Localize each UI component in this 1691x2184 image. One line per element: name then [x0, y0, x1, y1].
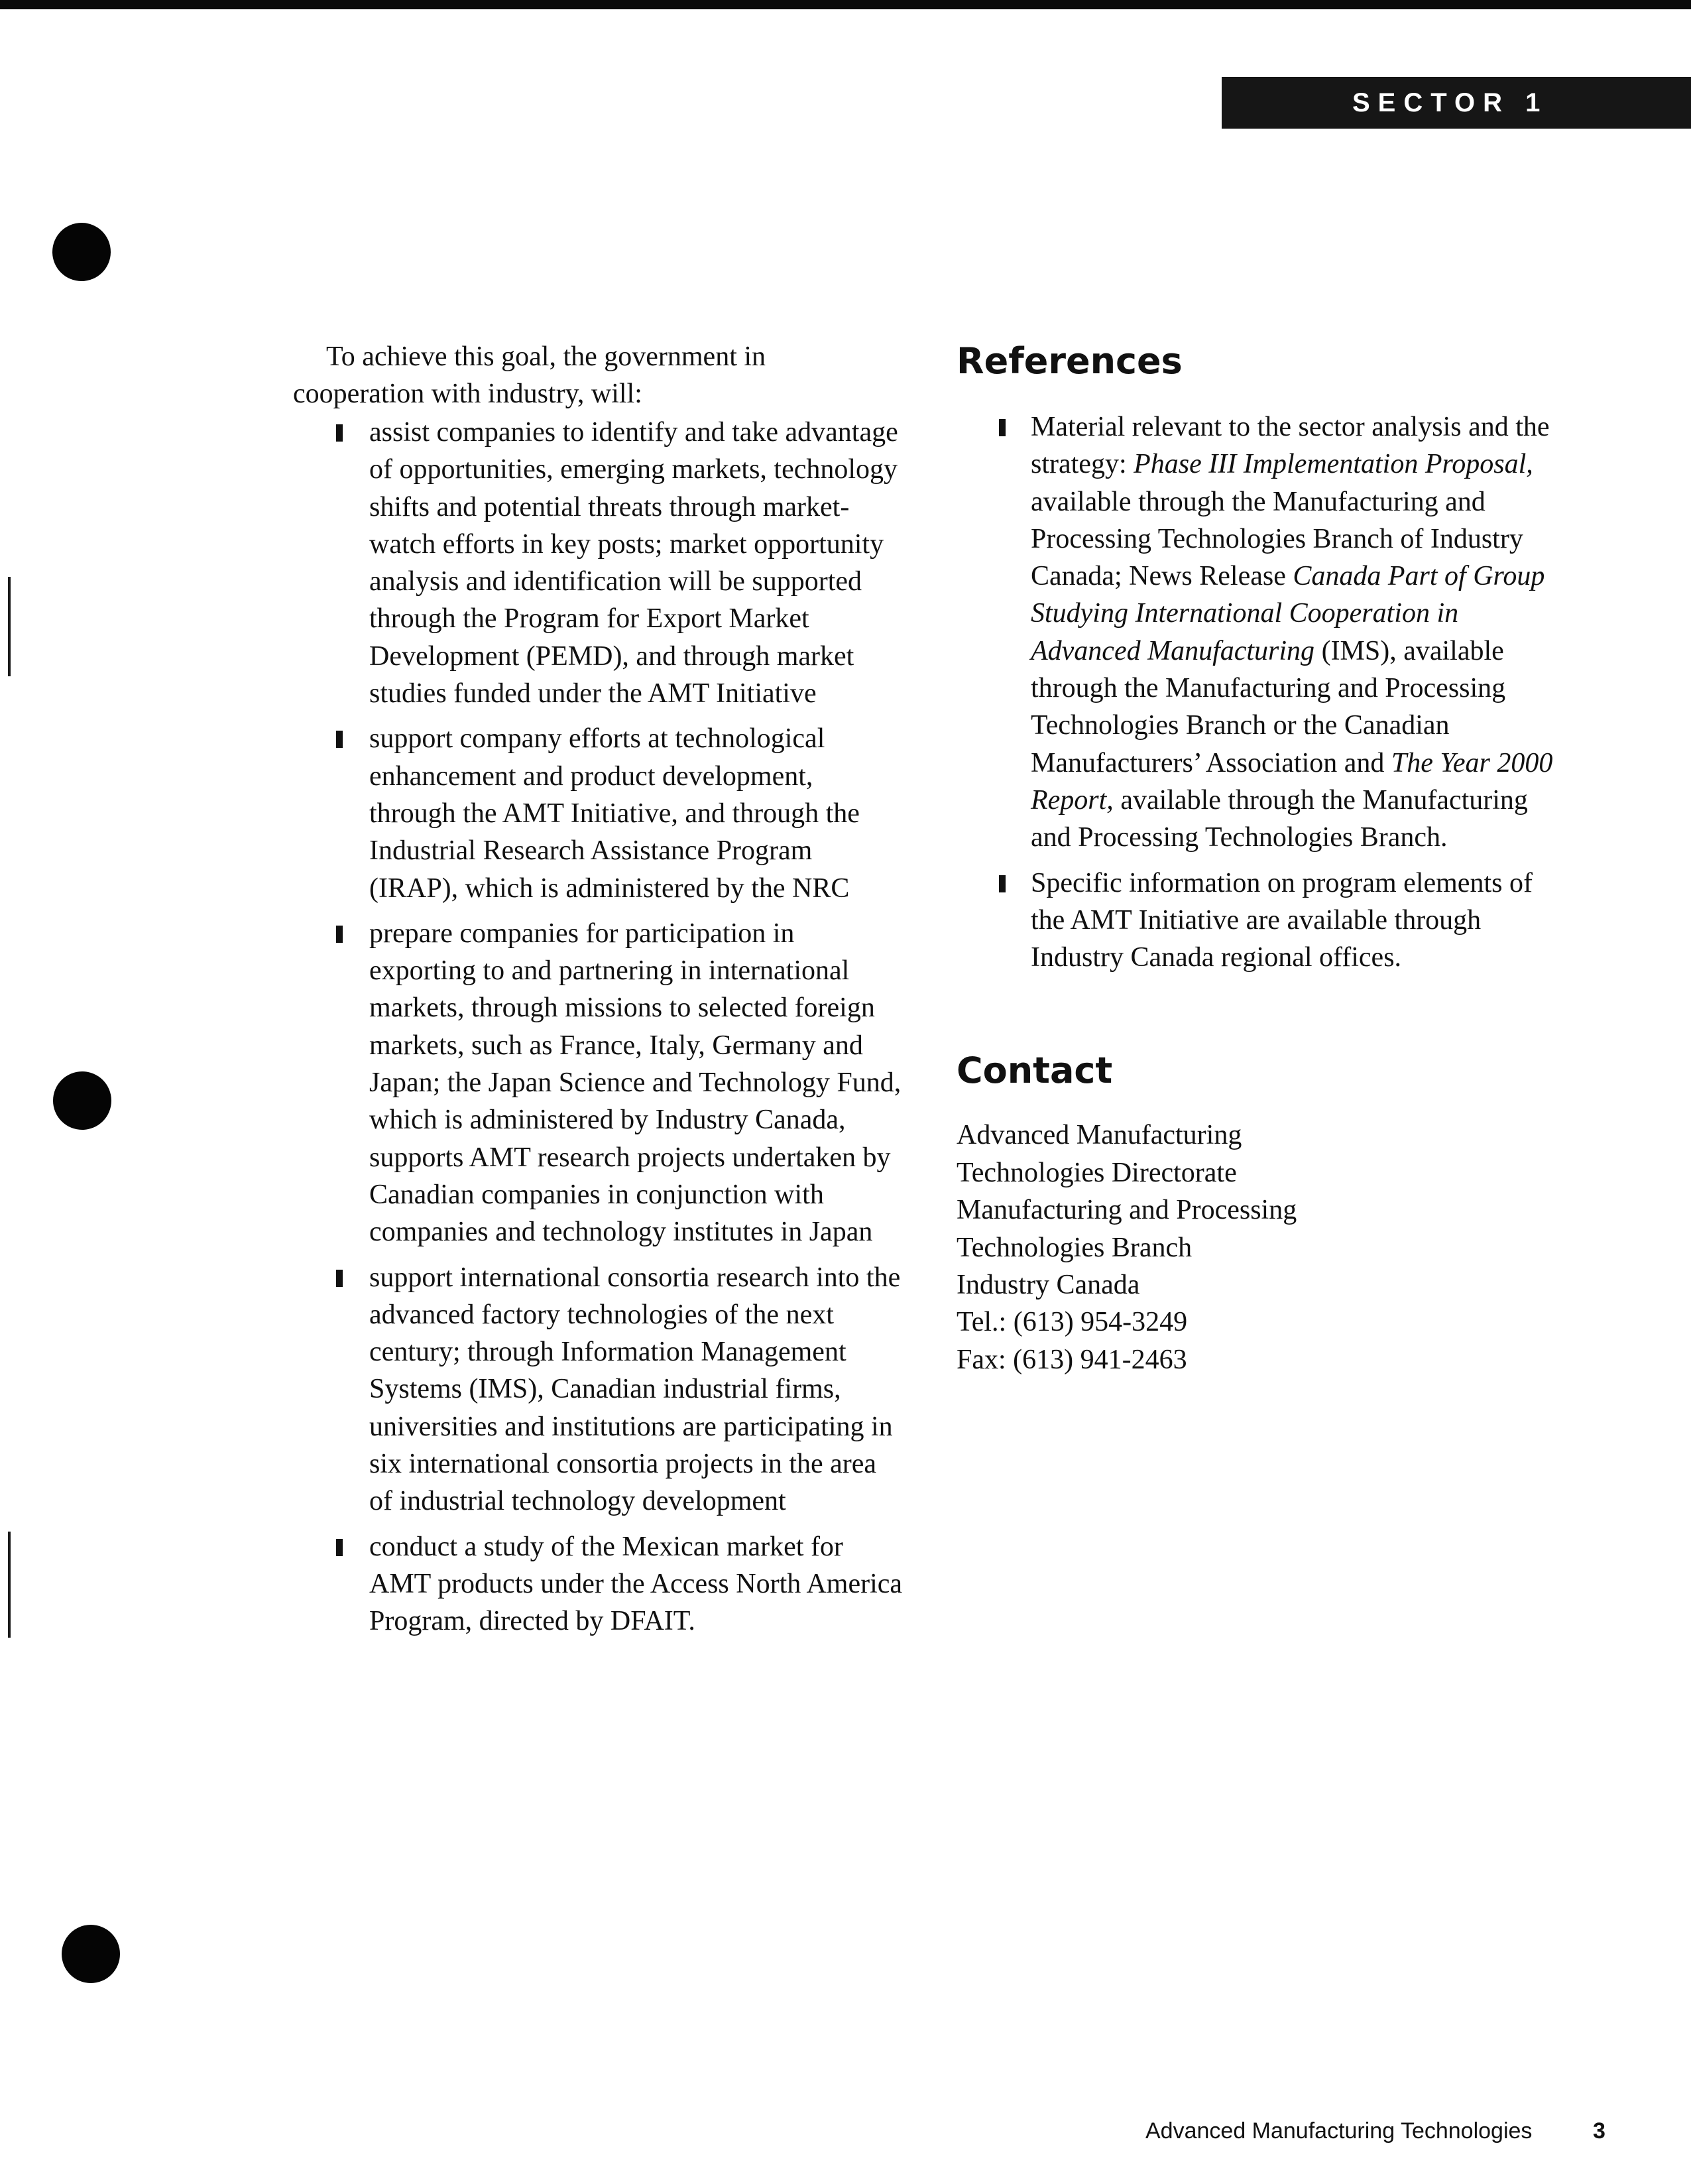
contact-phone: Tel.: (613) 954-3249 [957, 1307, 1188, 1338]
punch-hole [52, 223, 111, 281]
intro-paragraph: To achieve this goal, the government in cooperation with industry, will: [293, 341, 766, 409]
references-list [957, 408, 1566, 976]
contact-line: Technologies Branch [957, 1232, 1193, 1263]
list-item [293, 915, 903, 1251]
contact-heading: Contact [957, 1050, 1113, 1092]
list-item [293, 414, 903, 712]
bullet-marker [336, 731, 343, 748]
list-item [293, 720, 903, 906]
bullet-marker [336, 1539, 343, 1556]
contact-line: Manufacturing and Processing [957, 1195, 1297, 1226]
bullet-marker [336, 1270, 343, 1287]
bullet-marker [999, 419, 1006, 436]
list-item [293, 1528, 903, 1640]
references-heading: References [957, 340, 1183, 382]
contact-line: Advanced Manufacturing [957, 1120, 1242, 1151]
bullet-marker [336, 926, 343, 943]
list-item-text: assist companies to identify and take advantage of opportunities, emerging markets, technology shifts and potential threats through market-watch efforts in key posts; market opportunity analysis and identification will be supported through the Program for Export Market Development (PEMD), and through market studies funded under the AMT Initiative [369, 417, 898, 709]
contact-line: Technologies Directorate [957, 1157, 1237, 1188]
reference-text: (IMS), available through the Manufacturing and Processing Technologies Branch or the Canadian Manufacturers’ Association and [1031, 635, 1506, 778]
binding-mark [8, 1532, 11, 1638]
punch-hole [62, 1925, 120, 1983]
action-list [293, 414, 903, 1640]
top-rule [0, 0, 1691, 9]
contact-fax: Fax: (613) 941-2463 [957, 1344, 1187, 1375]
list-item-text: support international consortia research into the advanced factory technologies of the next century; through Information Management Systems (IMS), Canadian industrial firms, universities and institutions are participating in six international consortia projects in the area of industrial technology development [369, 1262, 901, 1517]
contact-line: Industry Canada [957, 1270, 1140, 1301]
binding-mark [8, 577, 11, 676]
list-item-text: conduct a study of the Mexican market for AMT products under the Access North America Program, directed by DFAIT. [369, 1531, 903, 1637]
bullet-marker [336, 424, 343, 442]
page-number: 3 [1593, 2118, 1605, 2144]
footer-title: Advanced Manufacturing Technologies [1145, 2118, 1533, 2144]
list-item [293, 1259, 903, 1520]
list-item-text: support company efforts at technological enhancement and product development, through the AMT Initiative, and through the Industrial Research Assistance Program (IRAP), which is administered by the NRC [369, 723, 860, 904]
reference-text: available through the Manufacturing and Processing Technologies Branch. [1031, 784, 1528, 853]
reference-title: Phase III Implementation Proposal, [1134, 449, 1533, 480]
left-column [293, 338, 903, 1648]
right-column [957, 338, 1566, 1378]
punch-hole [53, 1071, 111, 1130]
reference-title: Canada Part of Group Studying International Cooperation in Advanced Manufacturing [1031, 561, 1545, 666]
bullet-marker [999, 875, 1006, 892]
sector-label: SECTOR 1 [1352, 88, 1548, 117]
reference-text: Material relevant to the sector analysis and the strategy: [1031, 412, 1550, 480]
list-item [957, 865, 1566, 977]
reference-title: The Year 2000 Report, [1031, 747, 1553, 816]
reference-text: available through the Manufacturing and Processing Technologies Branch of Industry Canada; News Release [1031, 486, 1523, 592]
list-item-text: prepare companies for participation in exporting to and partnering in international markets, through missions to selected foreign markets, such as France, Italy, Germany and Japan; the Japan Science and Technology Fund, which is administered by Industry Canada, supports AMT research projects undertaken by Canadian companies in conjunction with companies and technology institutes in Japan [369, 918, 902, 1248]
list-item [957, 408, 1566, 857]
contact-block [957, 1117, 1566, 1378]
reference-text: Specific information on program elements of the AMT Initiative are available through Industry Canada regional offices. [1031, 867, 1533, 973]
